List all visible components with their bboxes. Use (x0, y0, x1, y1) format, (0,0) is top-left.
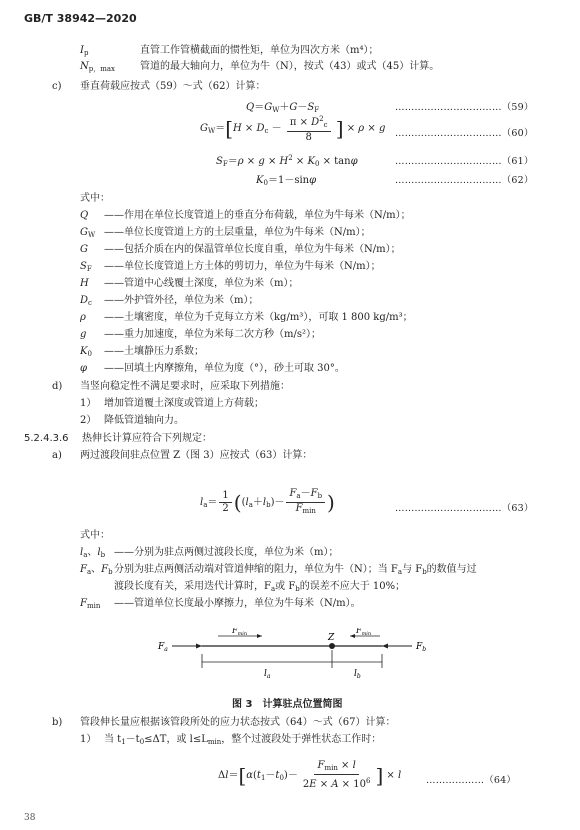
item-c-label: c) (52, 81, 62, 92)
equation-60-number: ……………………………（60） (395, 128, 534, 139)
def-symbol: $K_0$ (80, 346, 92, 358)
item-d-1-num: 1） (80, 398, 97, 409)
def-symbol: $S_F$ (80, 261, 92, 273)
def-symbol: g (80, 329, 87, 340)
equation-61-number: ……………………………（61） (395, 156, 534, 167)
def-symbol: $D_c$ (80, 295, 92, 307)
item-d-text: 当竖向稳定性不满足要求时，应采取下列措施： (80, 381, 290, 392)
def-desc: ——土壤密度，单位为千克每立方米（kg/m³），可取 1 800 kg/m³； (104, 312, 413, 323)
section-number: 5.2.4.3.6 (24, 433, 69, 444)
label-fmin-left: $F_{min}$ (232, 628, 248, 637)
equation-63: $l_a=$ $\frac{1}{2}$ ($(l_a+l_b)-$ $\frac{F_a-F_b}{F_{min}}$ ) (200, 488, 335, 515)
label-z: Z (328, 633, 335, 643)
force-fa-arrowhead (196, 644, 202, 649)
section-title: 热伸长计算应符合下列规定： (82, 433, 212, 444)
force-fb-arrowhead (382, 644, 388, 649)
item-b-1-num: 1） (80, 734, 97, 745)
def-symbol: Q (80, 210, 89, 221)
friction-arrowhead-right (350, 634, 355, 638)
equation-60: $G_W=[H \times D_c$ － $\frac{\pi \times D^2_c}{8}$ ] × ρ × g (200, 115, 386, 143)
item-d-2-text: 降低管道轴向力。 (104, 415, 184, 426)
where-label-2: 式中： (80, 530, 110, 541)
equation-62-number: ……………………………（62） (395, 175, 534, 186)
def-desc: ——土壤静压力系数； (104, 346, 204, 357)
def-desc: ——作用在单位长度管道上的垂直分布荷载，单位为牛每米（N/m）； (104, 210, 411, 221)
def-desc: ——回填土内摩擦角，单位为度（°），砂土可取 30°。 (104, 363, 345, 374)
def-symbol: G (80, 244, 88, 255)
item-d-2-num: 2） (80, 415, 97, 426)
figure-caption: 图 3 计算驻点位置简图 (232, 699, 343, 710)
def-desc: ——外护管外径，单位为米（m）； (104, 295, 259, 306)
equation-59: $Q=G_W+G-S_F$ (246, 102, 320, 114)
item-a-label: a) (52, 450, 62, 461)
item-a-text: 两过渡段间驻点位置 Z（图 3）应按式（63）计算： (80, 450, 313, 461)
def-symbol: $G_W$ (80, 227, 96, 239)
def-ip-desc: 直管工作管横截面的惯性矩，单位为四次方米（m⁴）； (140, 45, 379, 56)
stagnation-point-marker (329, 643, 335, 649)
item-d-label: d) (52, 381, 63, 392)
def-desc: ——重力加速度，单位为米每二次方秒（m/s²）； (104, 329, 321, 340)
def-symbol: $F_a$、$F_b$ (80, 564, 113, 576)
def-symbol: H (80, 278, 89, 289)
item-b-1-text: 当 $t_1-t_0\le\Delta T$，或 $l\le L_{min}$，整个过渡段处于弹性状态工作时： (104, 734, 382, 746)
item-d-1-text: 增加管道覆土深度或管道上方荷载； (104, 398, 264, 409)
label-fmin-right: $F_{min}$ (356, 628, 372, 637)
label-lb: $l_b$ (354, 669, 361, 680)
def-desc: ——包括介质在内的保温管单位长度自重，单位为牛每米（N/m）； (104, 244, 401, 255)
def-desc: ——管道中心线覆土深度，单位为米（m）； (104, 278, 299, 289)
page-number: 38 (24, 813, 36, 823)
item-b-text: 管段伸长量应根据该管段所处的应力状态按式（64）～式（67）计算： (80, 717, 396, 728)
def-desc-continued: 渡段长度有关，采用迭代计算时，$F_a$或 $F_b$的误差不应大于 10%； (114, 581, 406, 593)
equation-63-number: ……………………………（63） (395, 503, 534, 514)
label-la: $l_a$ (264, 669, 271, 680)
equation-59-number: ……………………………（59） (395, 102, 534, 113)
def-ip-symbol: $I_p$ (80, 45, 89, 57)
label-fb: $F_b$ (416, 642, 427, 653)
stagnation-point-diagram (150, 628, 440, 686)
label-fa: $F_a$ (158, 642, 168, 653)
item-c-text: 垂直荷载应按式（59）～式（62）计算： (80, 81, 266, 92)
def-desc: ——单位长度管道上方的土层重量，单位为牛每米（N/m）； (104, 227, 371, 238)
def-desc: ——管道单位长度最小摩擦力，单位为牛每米（N/m）。 (114, 598, 361, 609)
equation-64: $\Delta l=[\alpha(t_1-t_0)-$ $\frac{F_{min} \times l}{2E \times A \times 10^6}$ ] × l (218, 760, 402, 790)
where-label-1: 式中： (80, 193, 110, 204)
equation-61: $S_F=\rho \times g \times H^2 \times K_0 \times \tan\varphi$ (216, 154, 358, 168)
def-desc: ——单位长度管道上方土体的剪切力，单位为牛每米（N/m）； (104, 261, 381, 272)
def-symbol: ρ (80, 312, 86, 323)
def-np-desc: 管道的最大轴向力，单位为牛（N），按式（43）或式（45）计算。 (140, 61, 440, 72)
def-desc: ——分别为驻点两侧过渡段长度，单位为米（m）； (114, 547, 339, 558)
def-symbol: $l_a$、$l_b$ (80, 547, 106, 559)
equation-62: $K_0=1-\sin\varphi$ (256, 175, 317, 187)
item-b-label: b) (52, 717, 63, 728)
def-np-symbol: $N_{p,max}$ (80, 61, 115, 73)
def-symbol: φ (80, 363, 88, 374)
def-desc: 分别为驻点两侧活动端对管道伸缩的阻力，单位为牛（N）；当 $F_a$与 $F_b$的数值与过 (114, 564, 477, 576)
standard-code: GB/T 38942—2020 (24, 12, 137, 25)
equation-64-number: ………………（64） (426, 775, 517, 786)
friction-arrowhead-left (257, 634, 262, 638)
def-symbol: $F_{min}$ (80, 598, 101, 610)
